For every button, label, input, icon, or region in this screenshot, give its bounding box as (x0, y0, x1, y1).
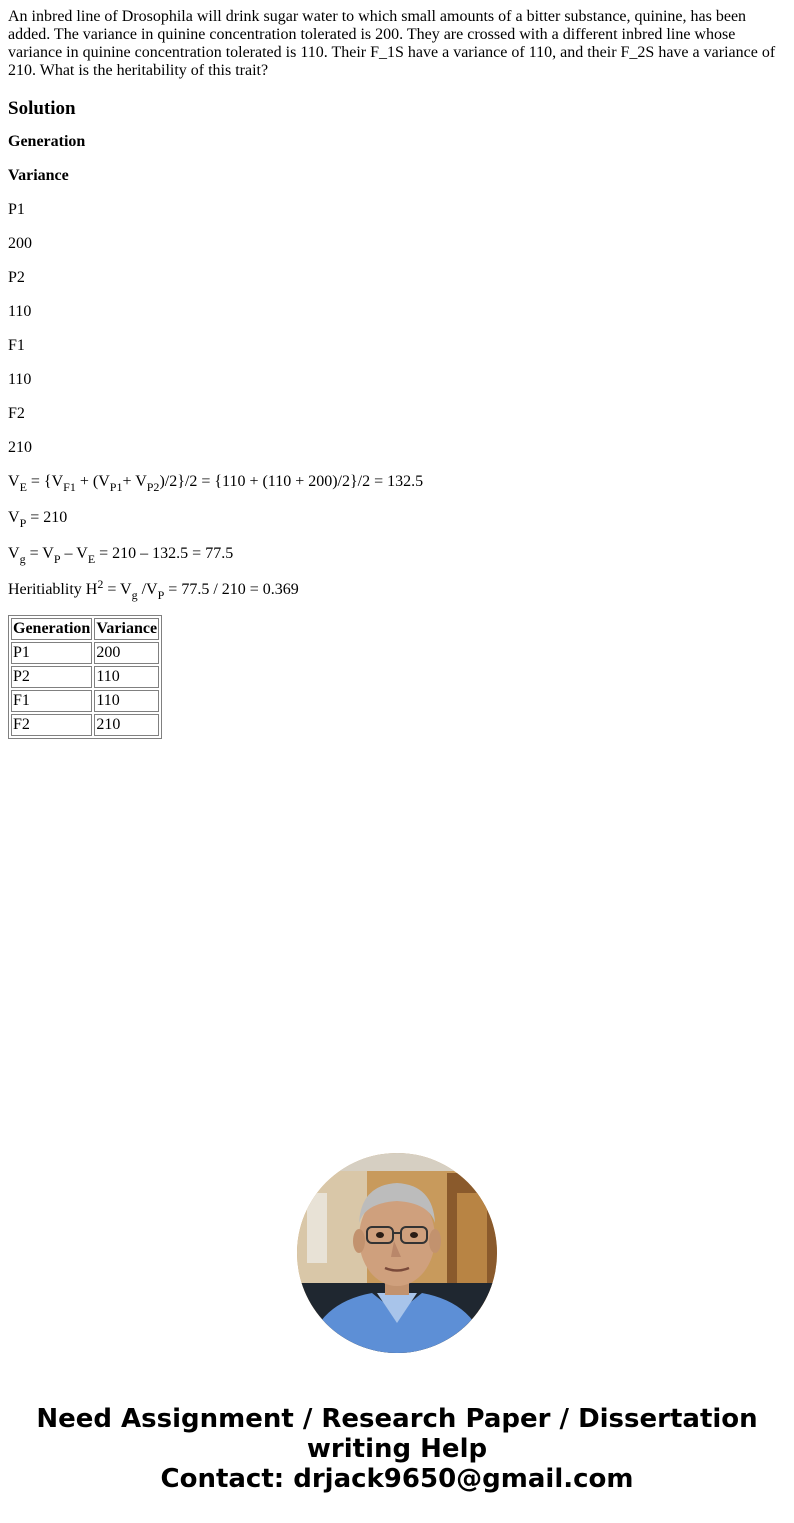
table-cell: P2 (11, 666, 92, 688)
heritability-equation: Heritiablity $H^2 = V_g$ $/V_P = 77.5 / 210 = 0.369$ (8, 577, 299, 602)
list-item: 210 (8, 439, 32, 456)
vg-equation: $V_g = V_P - V_E = 210 - 132.5 = 77.5$ (8, 545, 234, 566)
table-cell: 110 (94, 666, 159, 688)
table-header-cell: Generation (11, 618, 92, 640)
document-content (8, 8, 786, 739)
table-cell: P1 (11, 642, 92, 664)
table-cell: 210 (94, 714, 159, 736)
vp-equation: $V_P = 210$ (8, 509, 68, 530)
question-text: An inbred line of Drosophila will drink sugar water to which small amounts of a bitter substance, quinine, has been added. The variance in quinine concentration tolerated is 200. They are crossed with a different inbred line whose variance in quinine concentration tolerated is 110. Their F_1S have a variance of 110, and their F_2S have a variance of 210. What is the heritability of this trait? (8, 8, 776, 79)
table-row (11, 690, 159, 712)
list-item: P2 (8, 269, 25, 286)
table-cell: 110 (94, 690, 159, 712)
table-cell: 200 (94, 642, 159, 664)
table-cell: F2 (11, 714, 92, 736)
table-row (11, 642, 159, 664)
solution-heading: Solution (8, 98, 76, 119)
table-row (11, 666, 159, 688)
table-header-cell: Variance (94, 618, 159, 640)
ve-equation: $V_E = \{V_{F1} + (V_{P1}+ V_{P2})/2\}/2 = \{110 + (110 + 200)/2\}/2 = 132.5$ (8, 473, 424, 494)
table-row (11, 714, 159, 736)
list-item: 200 (8, 235, 32, 252)
contact-email: Contact: drjack9650@gmail.com (160, 1464, 634, 1494)
variance-table (8, 615, 162, 739)
promo-line: writing Help (306, 1434, 488, 1464)
generation-label: Generation (8, 133, 86, 150)
list-item: F1 (8, 337, 25, 354)
list-item: F2 (8, 405, 25, 422)
table-header-row (11, 618, 159, 640)
list-item: 110 (8, 303, 32, 320)
list-item: P1 (8, 201, 25, 218)
avatar-portrait (297, 1153, 497, 1353)
variance-label: Variance (8, 167, 69, 184)
promo-line: Need Assignment / Research Paper / Dissertation (36, 1404, 758, 1434)
promo-banner (0, 1404, 794, 1494)
list-item: 110 (8, 371, 32, 388)
table-cell: F1 (11, 690, 92, 712)
author-avatar (297, 1153, 497, 1353)
